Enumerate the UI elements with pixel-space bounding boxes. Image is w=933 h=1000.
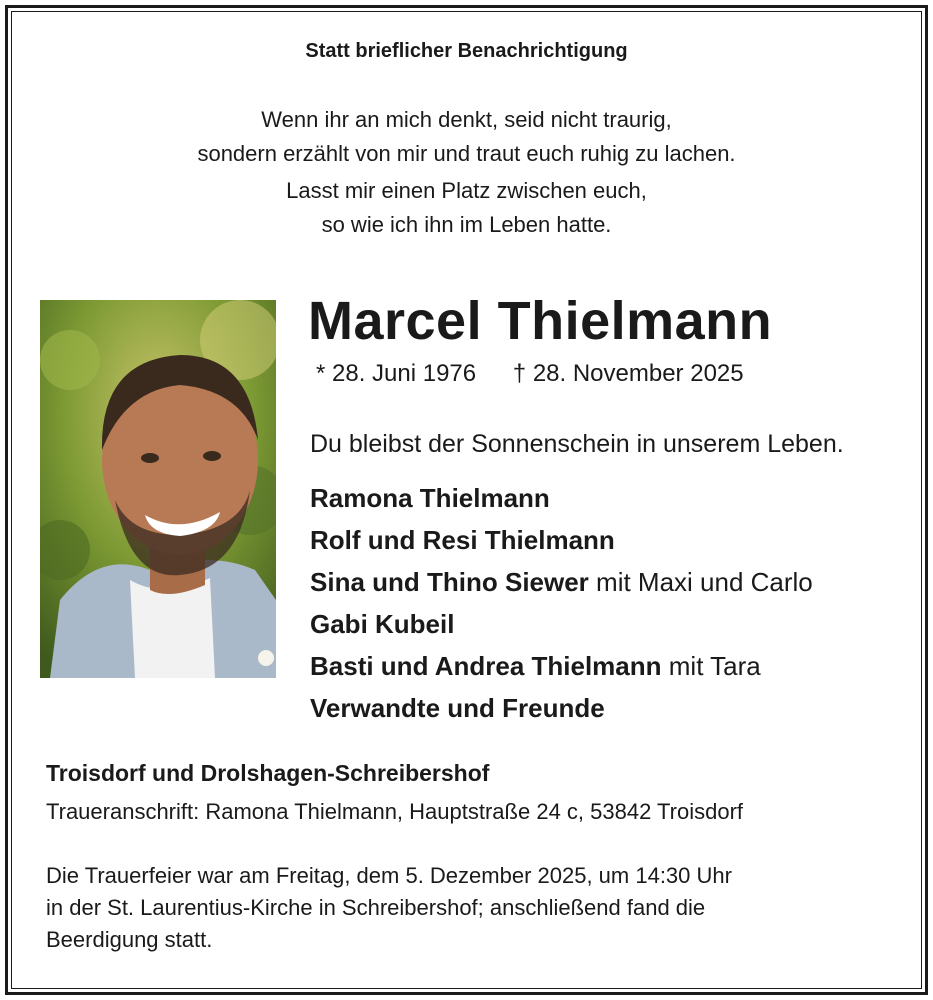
poem-line: Wenn ihr an mich denkt, seid nicht traurig,: [261, 107, 672, 132]
motto: Du bleibst der Sonnenschein in unserem Leben.: [310, 430, 844, 458]
poem-line: sondern erzählt von mir und traut euch ruhig zu lachen.: [197, 141, 736, 166]
death-date: † 28. November 2025: [512, 360, 744, 387]
mourner-line: Rolf und Resi Thielmann: [310, 525, 615, 555]
mourner-line: Gabi Kubeil: [310, 609, 455, 639]
mourner-line: Sina und Thino Siewer mit Maxi und Carlo: [310, 567, 813, 597]
ceremony-line: in der St. Laurentius-Kirche in Schreibershof; anschließend fand die: [46, 895, 706, 920]
ceremony-line: Beerdigung statt.: [46, 927, 213, 952]
poem-stanza-2: [0, 174, 933, 242]
mourner-line: Basti und Andrea Thielmann mit Tara: [310, 651, 761, 681]
poem-stanza-1: [0, 103, 933, 171]
mourners-list: [310, 477, 813, 729]
life-dates: [316, 360, 774, 388]
portrait-photo: [40, 300, 276, 678]
mourning-address: Traueranschrift: Ramona Thielmann, Hauptstraße 24 c, 53842 Troisdorf: [46, 799, 744, 824]
mourner-line: Verwandte und Freunde: [310, 693, 605, 723]
deceased-name: Marcel Thielmann: [308, 291, 773, 351]
mourner-line: Ramona Thielmann: [310, 483, 550, 513]
ceremony-info: [46, 860, 896, 956]
poem-line: Lasst mir einen Platz zwischen euch,: [286, 178, 647, 203]
location: Troisdorf und Drolshagen-Schreibershof: [46, 760, 490, 786]
notice-header: Statt brieflicher Benachrichtigung: [305, 40, 628, 62]
ceremony-line: Die Trauerfeier war am Freitag, dem 5. Dezember 2025, um 14:30 Uhr: [46, 863, 732, 888]
birth-date: * 28. Juni 1976: [316, 360, 477, 387]
poem-line: so wie ich ihn im Leben hatte.: [321, 212, 612, 237]
